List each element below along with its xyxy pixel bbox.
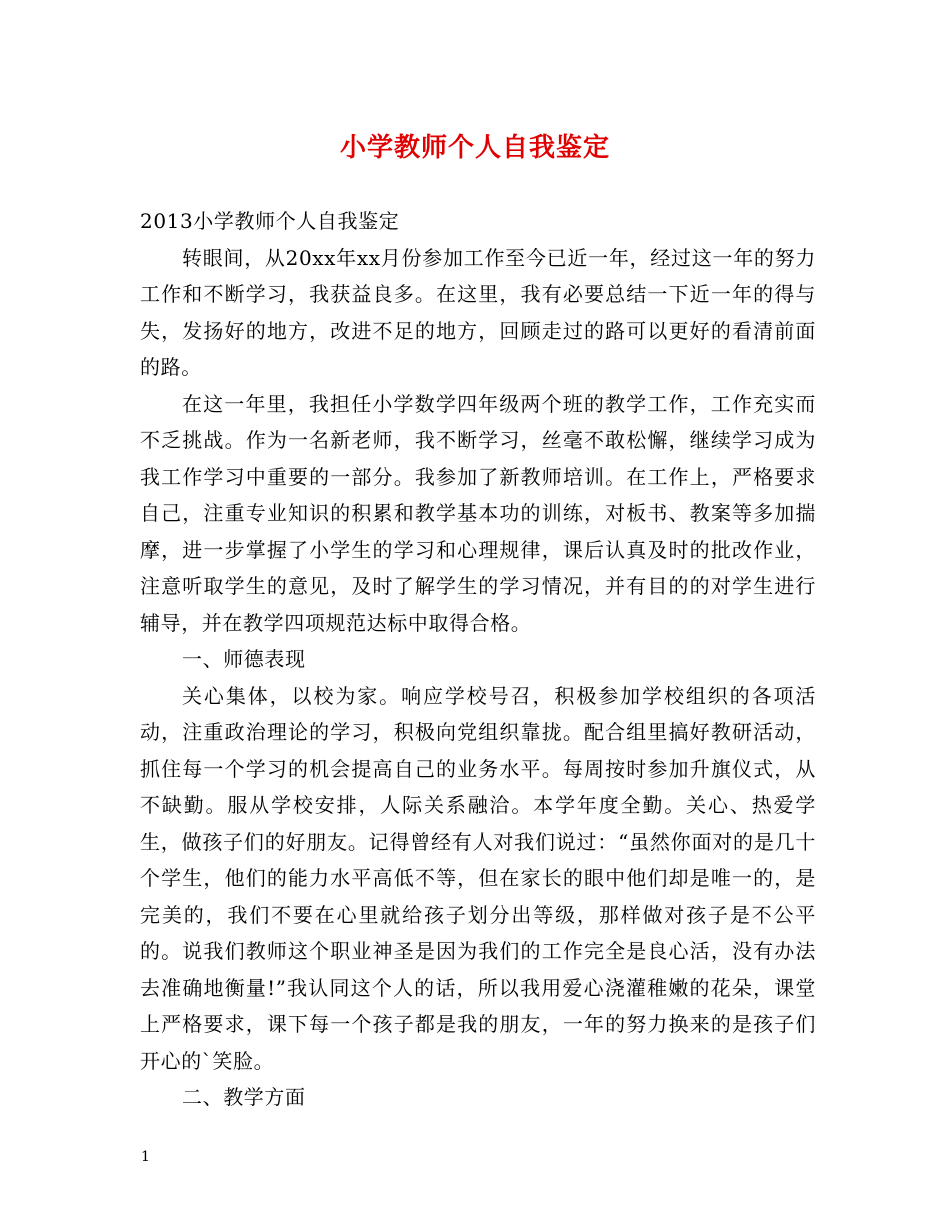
document-title: 小学教师个人自我鉴定 xyxy=(339,133,610,163)
document-body xyxy=(140,203,816,1116)
section-heading-ethics: 一、师德表现 xyxy=(182,647,306,671)
document-subtitle: 2013小学教师个人自我鉴定 xyxy=(140,209,400,233)
paragraph-work: 在这一年里，我担任小学数学四年级两个班的教学工作，工作充实而不乏挑战。作为一名新老师，我不断学习，丝毫不敢松懈，继续学习成为我工作学习中重要的一部分。我参加了新教师培训。在工作上，严格要求自己，注重专业知识的积累和教学基本功的训练，对板书、教案等多加揣摩，进一步掌握了小学生的学习和心理规律，课后认真及时的批改作业，注意听取学生的意见，及时了解学生的学习情况，并有目的的对学生进行辅导，并在教学四项规范达标中取得合格。 xyxy=(140,391,816,635)
section-heading-teaching: 二、教学方面 xyxy=(182,1085,306,1109)
paragraph-intro: 转眼间，从20xx年xx月份参加工作至今已近一年，经过这一年的努力工作和不断学习，我获益良多。在这里，我有必要总结一下近一年的得与失，发扬好的地方，改进不足的地方，回顾走过的路可以更好的看清前面的路。 xyxy=(140,245,816,379)
paragraph-ethics: 关心集体，以校为家。响应学校号召，积极参加学校组织的各项活动，注重政治理论的学习，积极向党组织靠拢。配合组里搞好教研活动，抓住每一个学习的机会提高自己的业务水平。每周按时参加升旗仪式，从不缺勤。服从学校安排，人际关系融洽。本学年度全勤。关心、热爱学生，做孩子们的好朋友。记得曾经有人对我们说过：“虽然你面对的是几十个学生，他们的能力水平高低不等，但在家长的眼中他们却是唯一的，是完美的，我们不要在心里就给孩子划分出等级，那样做对孩子是不公平的。说我们教师这个职业神圣是因为我们的工作完全是良心活，没有办法去准确地衡量!”我认同这个人的话，所以我用爱心浇灌稚嫩的花朵，课堂上严格要求，课下每一个孩子都是我的朋友，一年的努力换来的是孩子们开心的`笑脸。 xyxy=(140,683,816,1073)
page-number: 1 xyxy=(141,1149,150,1165)
